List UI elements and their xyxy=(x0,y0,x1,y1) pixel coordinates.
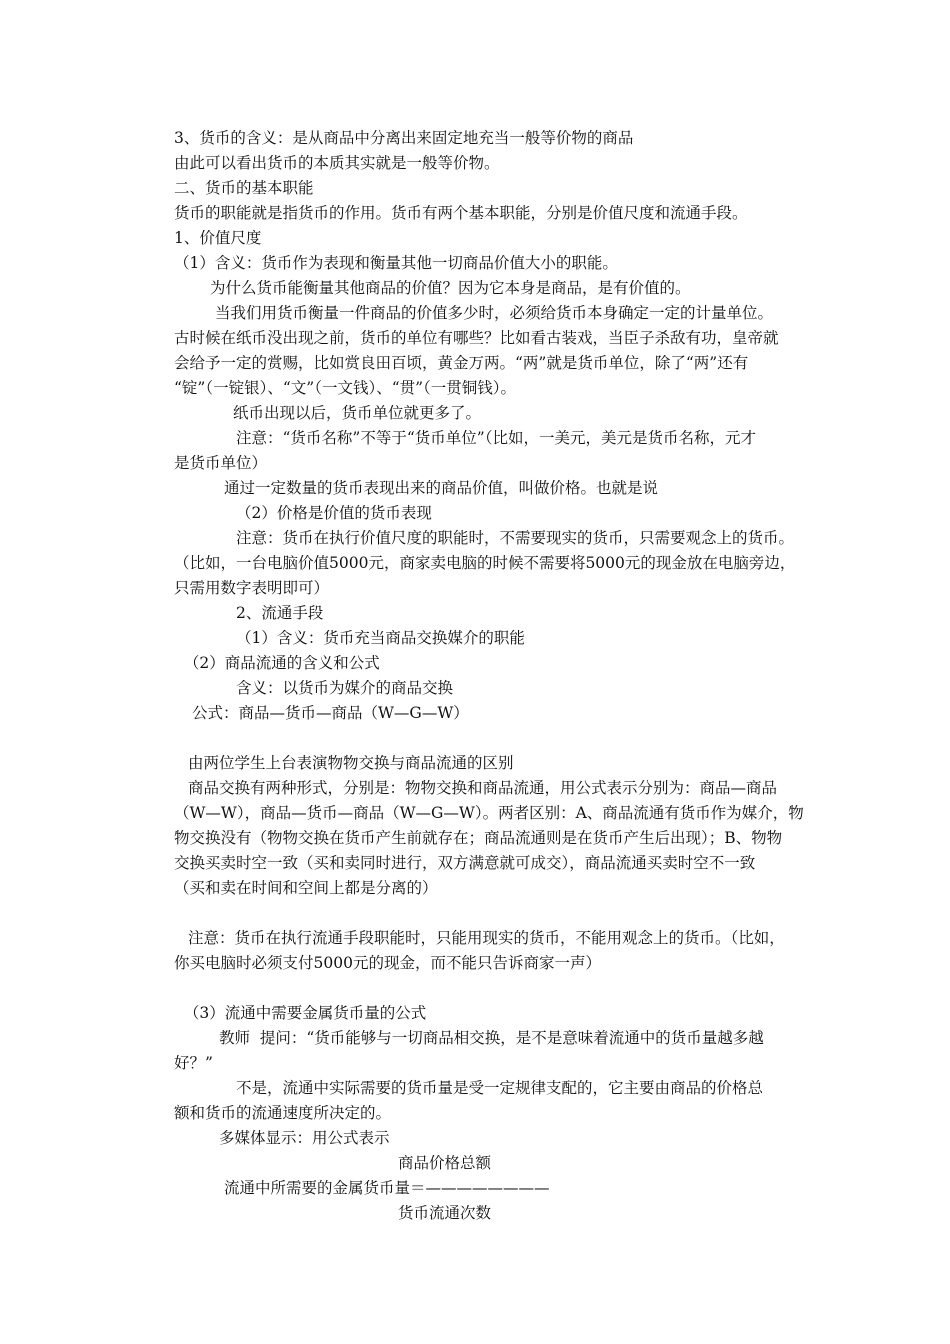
text-line: 注意：货币在执行流通手段职能时，只能用现实的货币，不能用观念上的货币。（比如， xyxy=(188,929,785,947)
text-line: 2、流通手段 xyxy=(236,604,324,622)
text-line: 注意：货币在执行价值尺度的职能时，不需要现实的货币，只需要观念上的货币。 xyxy=(236,529,795,547)
text-line: （2）商品流通的含义和公式 xyxy=(174,654,380,672)
text-line: 额和货币的流通速度所决定的。 xyxy=(174,1104,392,1122)
text-line: 为什么货币能衡量其他商品的价值？因为它本身是商品，是有价值的。 xyxy=(210,279,691,297)
text-line: 二、货币的基本职能 xyxy=(174,179,314,197)
text-line: 商品价格总额 xyxy=(398,1154,492,1172)
text-line: 不是，流通中实际需要的货币量是受一定规律支配的，它主要由商品的价格总 xyxy=(236,1079,764,1097)
text-line: 含义：以货币为媒介的商品交换 xyxy=(236,679,454,697)
text-line: 你买电脑时必须支付5000元的现金，而不能只告诉商家一声） xyxy=(174,954,601,972)
text-line: 教师 提问：“货币能够与一切商品相交换，是不是意味着流通中的货币量越多越 xyxy=(219,1029,764,1047)
text-line: 会给予一定的赏赐，比如赏良田百顷，黄金万两。“两”就是货币单位，除了“两”还有 xyxy=(174,354,749,372)
text-line: 交换买卖时空一致（买和卖同时进行，双方满意就可成交），商品流通买卖时空不一致 xyxy=(174,854,756,872)
text-line: “锭”（一锭银）、“文”（一文钱）、“贯”（一贯铜钱）。 xyxy=(174,379,517,397)
text-line: 1、价值尺度 xyxy=(174,229,262,247)
text-line: 当我们用货币衡量一件商品的价值多少时，必须给货币本身确定一定的计量单位。 xyxy=(215,304,774,322)
text-line: 流通中所需要的金属货币量＝———————— xyxy=(224,1179,550,1197)
text-line: 多媒体显示：用公式表示 xyxy=(219,1129,390,1147)
text-line: 由此可以看出货币的本质其实就是一般等价物。 xyxy=(174,154,500,172)
text-line: 货币流通次数 xyxy=(398,1204,492,1222)
text-line: （2）价格是价值的货币表现 xyxy=(236,504,432,522)
text-line: （1）含义：货币作为表现和衡量其他一切商品价值大小的职能。 xyxy=(174,254,618,272)
text-line: 好？” xyxy=(174,1054,213,1072)
text-line: 3、货币的含义：是从商品中分离出来固定地充当一般等价物的商品 xyxy=(174,129,634,147)
text-line: 注意：“货币名称”不等于“货币单位”（比如，一美元，美元是货币名称，元才 xyxy=(236,429,756,447)
text-line: 货币的职能就是指货币的作用。货币有两个基本职能，分别是价值尺度和流通手段。 xyxy=(174,204,748,222)
text-line: 公式：商品—货币—商品（W—G—W） xyxy=(192,704,469,722)
text-line: （1）含义：货币充当商品交换媒介的职能 xyxy=(236,629,525,647)
text-line: （比如，一台电脑价值5000元，商家卖电脑的时候不需要将5000元的现金放在电脑旁边， xyxy=(174,554,796,572)
text-line: 纸币出现以后，货币单位就更多了。 xyxy=(233,404,482,422)
text-line: 由两位学生上台表演物物交换与商品流通的区别 xyxy=(188,754,514,772)
text-line: 物交换没有（物物交换在货币产生前就存在；商品流通则是在货币产生后出现）；B、物物 xyxy=(174,829,783,847)
text-line: 通过一定数量的货币表现出来的商品价值，叫做价格。也就是说 xyxy=(224,479,659,497)
text-line: 是货币单位） xyxy=(174,454,268,472)
text-line: 古时候在纸币没出现之前，货币的单位有哪些？比如看古装戏，当臣子杀敌有功，皇帝就 xyxy=(174,329,779,347)
text-line: 只需用数字表明即可） xyxy=(174,579,330,597)
text-line: （买和卖在时间和空间上都是分离的） xyxy=(174,879,438,897)
text-line: （3）流通中需要金属货币量的公式 xyxy=(174,1004,427,1022)
text-line: （W—W），商品—货币—商品（W—G—W）。两者区别：A、商品流通有货币作为媒介，物 xyxy=(174,804,804,822)
text-line: 商品交换有两种形式，分别是：物物交换和商品流通，用公式表示分别为：商品—商品 xyxy=(188,779,778,797)
